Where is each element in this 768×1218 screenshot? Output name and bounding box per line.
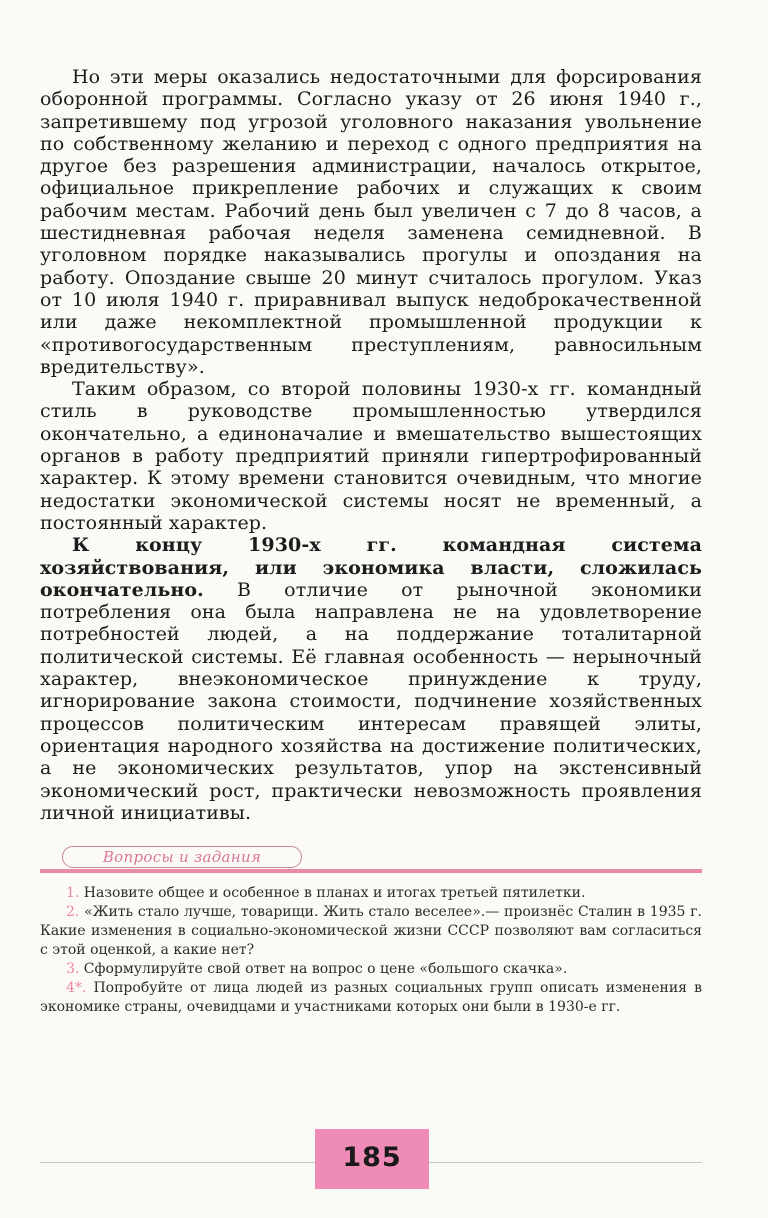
question-item [40,903,702,960]
questions-list [40,884,702,1017]
page-number: 185 [342,1142,402,1173]
main-text [40,66,702,824]
question-number: 4*. [66,980,87,996]
questions-title-box [62,846,302,868]
paragraph-2: Таким образом, со второй половины 1930-х гг. командный стиль в руководстве промышленностью утвердился окончательно, а единоначалие и вмешательство вышестоящих органов в работу предприятий приняли гипертрофированный характер. К этому времени становится очевидным, что многие недостатки экономической системы носят не временный, а постоянный характер. [40,378,702,534]
questions-section [40,842,702,1017]
questions-header [40,842,702,872]
question-text: Назовите общее и особенное в планах и итогах третьей пятилетки. [79,885,586,901]
question-item [40,960,702,979]
question-item [40,884,702,903]
question-number: 2. [66,904,80,920]
questions-divider [40,869,702,873]
page-number-badge [315,1129,429,1189]
paragraph-1: Но эти меры оказались недостаточными для форсирования оборонной программы. Согласно указу от 26 июня 1940 г., запретившему под угрозой уголовного наказания увольнение по собственному желанию и переход с одного предприятия на другое без разрешения администрации, началось открытое, официальное прикрепление рабочих и служащих к своим рабочим местам. Рабочий день был увеличен с 7 до 8 часов, а шестидневная рабочая неделя заменена семидневной. В уголовном порядке наказывались прогулы и опоздания на работу. Опоздание свыше 20 минут считалось прогулом. Указ от 10 июля 1940 г. приравнивал выпуск недоброкачественной или даже некомплектной промышленной продукции к «противогосударственным преступлениям, равносильным вредительству». [40,66,702,378]
questions-title: Вопросы и задания [102,848,262,866]
paragraph-3-text: В отличие от рыночной экономики потребления она была направлена не на удовлетворение потребностей людей, а на поддержание тоталитарной политической системы. Её главная особенность — нерыночный характер, внеэкономическое принуждение к труду, игнорирование закона стоимости, подчинение хозяйственных процессов политическим интересам правящей элиты, ориентация народного хозяйства на достижение политических, а не экономических результатов, упор на экстенсивный экономический рост, практически невозможность проявления личной инициативы. [40,578,702,824]
paragraph-3 [40,534,702,824]
question-text: Сформулируйте свой ответ на вопрос о цене «большого скачка». [79,961,568,977]
question-text: «Жить стало лучше, товарищи. Жить стало веселее».— произнёс Сталин в 1935 г. Какие изменения в социально-экономической жизни СССР позволяют вам согласиться с этой оценкой, а какие нет? [40,904,702,958]
paragraph-3-bold: К концу 1930-х гг. командная система хозяйствования, или экономика власти, сложилась окончательно. [40,534,702,601]
question-item [40,979,702,1017]
question-number: 3. [66,961,80,977]
question-text: Попробуйте от лица людей из разных социальных групп описать изменения в экономике страны, очевидцами и участниками которых они были в 1930-е гг. [40,980,702,1015]
question-number: 1. [66,885,80,901]
